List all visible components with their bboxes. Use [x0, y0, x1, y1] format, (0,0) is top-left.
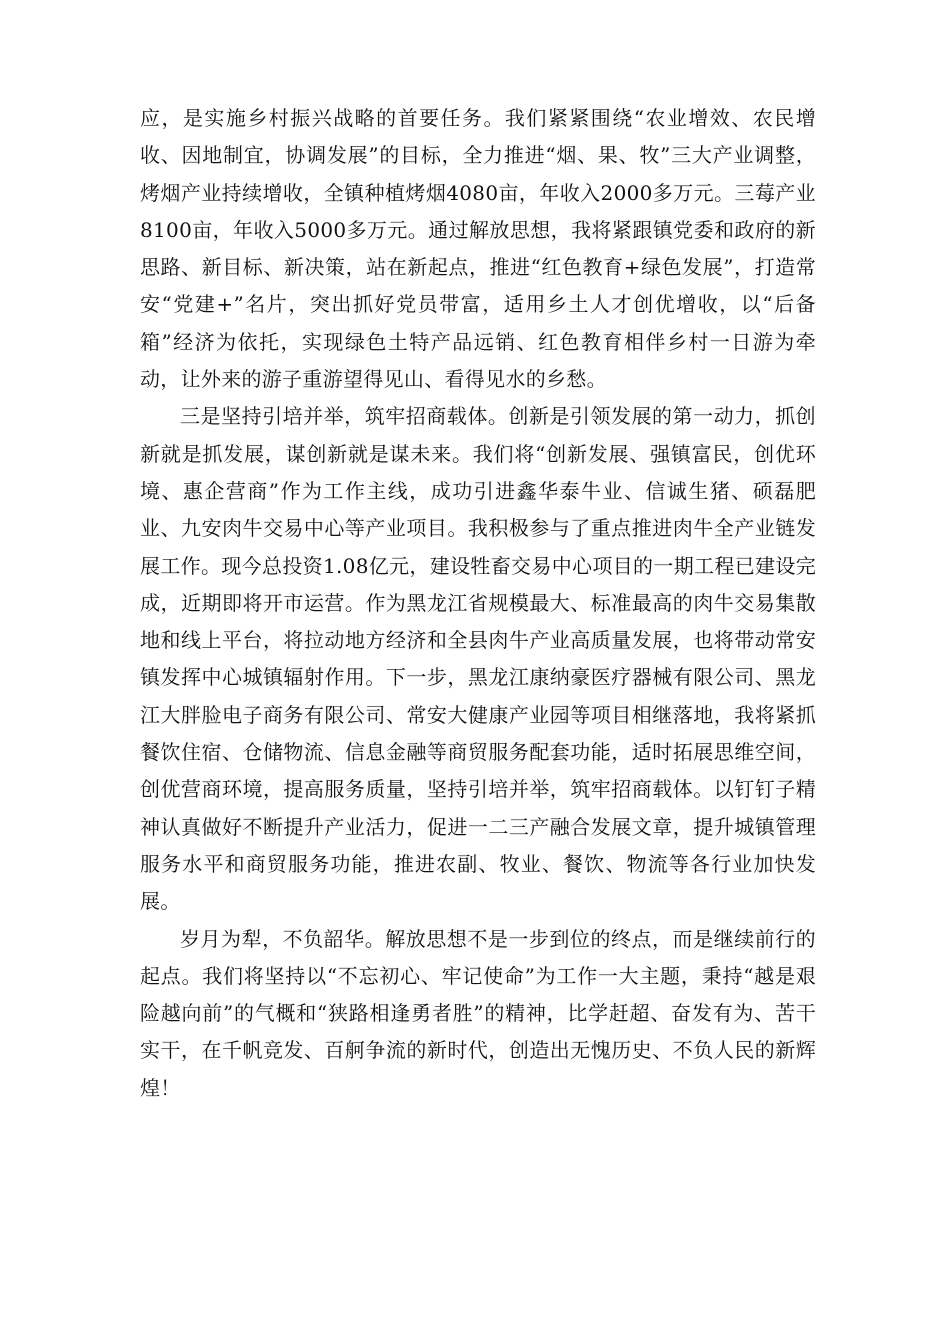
document-body [140, 100, 816, 1107]
paragraph-continuation: 应，是实施乡村振兴战略的首要任务。我们紧紧围绕“农业增效、农民增收、因地制宜，协调发展”的目标，全力推进“烟、果、牧”三大产业调整，烤烟产业持续增收，全镇种植烤烟4080亩，年收入2000多万元。三莓产业8100亩，年收入5000多万元。通过解放思想，我将紧跟镇党委和政府的新思路、新目标、新决策，站在新起点，推进“红色教育+绿色发展”，打造常安“党建+”名片，突出抓好党员带富，适用乡土人才创优增收，以“后备箱”经济为依托，实现绿色土特产品远销、红色教育相伴乡村一日游为牵动，让外来的游子重游望得见山、看得见水的乡愁。 [140, 106, 816, 392]
paragraph-investment: 三是坚持引培并举，筑牢招商载体。创新是引领发展的第一动力，抓创新就是抓发展，谋创新就是谋未来。我们将“创新发展、强镇富民，创优环境、惠企营商”作为工作主线，成功引进鑫华泰牛业、信诚生猪、硕磊肥业、九安肉牛交易中心等产业项目。我积极参与了重点推进肉牛全产业链发展工作。现今总投资1.08亿元，建设牲畜交易中心项目的一期工程已建设完成，近期即将开市运营。作为黑龙江省规模最大、标准最高的肉牛交易集散地和线上平台，将拉动地方经济和全县肉牛产业高质量发展，也将带动常安镇发挥中心城镇辐射作用。下一步，黑龙江康纳豪医疗器械有限公司、黑龙江大胖脸电子商务有限公司、常安大健康产业园等项目相继落地，我将紧抓餐饮住宿、仓储物流、信息金融等商贸服务配套功能，适时拓展思维空间，创优营商环境，提高服务质量，坚持引培并举，筑牢招商载体。以钉钉子精神认真做好不断提升产业活力，促进一二三产融合发展文章，提升城镇管理服务水平和商贸服务功能，推进农副、牧业、餐饮、物流等各行业加快发展。 [140, 404, 816, 914]
paragraph-conclusion: 岁月为犁，不负韶华。解放思想不是一步到位的终点，而是继续前行的起点。我们将坚持以“不忘初心、牢记使命”为工作一大主题，秉持“越是艰险越向前”的气概和“狭路相逢勇者胜”的精神，比学赶超、奋发有为、苦干实干，在千帆竞发、百舸争流的新时代，创造出无愧历史、不负人民的新辉煌！ [140, 926, 816, 1100]
